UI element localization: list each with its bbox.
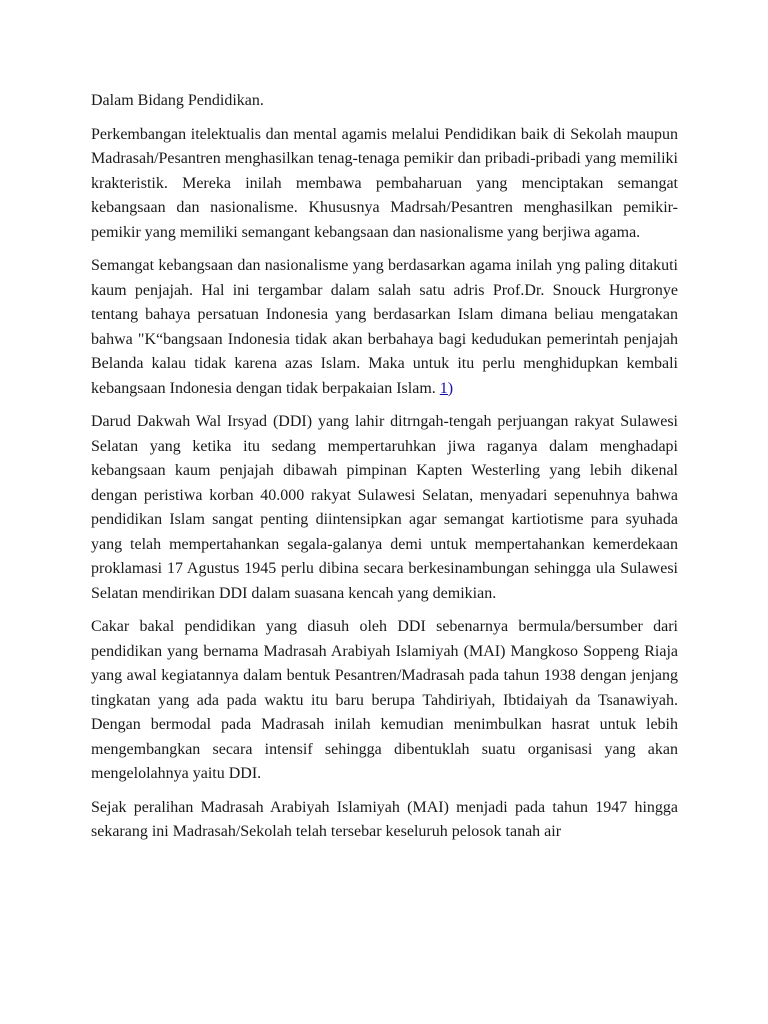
- paragraph-2: [91, 254, 678, 401]
- section-heading: Dalam Bidang Pendidikan.: [91, 92, 264, 109]
- document-page: [91, 89, 678, 854]
- footnote-link[interactable]: 1): [439, 379, 454, 397]
- paragraph-3: Darud Dakwah Wal Irsyad (DDI) yang lahir ditrngah-tengah perjuangan rakyat Sulawesi Selatan yang ketika itu sedang mempertaruhkan jiwa raganya dalam menghadapi kebangsaan kaum penjajah dibawah pimpinan Kapten Westerling yang lebih dikenal dengan peristiwa korban 40.000 rakyat Sulawesi Selatan, menyadari sepenuhnya bahwa pendidikan Islam sangat penting diintensipkan agar semangat kartiotisme para syuhada yang telah mempertahankan segala-galanya demi untuk mempertahankan kemerdekaan proklamasi 17 Agustus 1945 perlu dibina secara berkesinambungan sehingga ula Sulawesi Selatan mendirikan DDI dalam suasana kencah yang demikian.: [91, 413, 678, 602]
- paragraph-5: Sejak peralihan Madrasah Arabiyah Islamiyah (MAI) menjadi pada tahun 1947 hingga sekarang ini Madrasah/Sekolah telah tersebar keseluruh pelosok tanah air: [91, 798, 678, 840]
- paragraph-1: Perkembangan itelektualis dan mental agamis melalui Pendidikan baik di Sekolah maupun Madrasah/Pesantren menghasilkan tenag-tenaga pemikir dan pribadi-pribadi yang memiliki krakteristik. Mereka inilah membawa pembaharuan yang menciptakan semangat kebangsaan dan nasionalisme. Khususnya Madrsah/Pesantren menghasilkan pemikir-pemikir yang memiliki semangant kebangsaan dan nasionalisme yang berjiwa agama.: [91, 125, 678, 241]
- paragraph-4: Cakar bakal pendidikan yang diasuh oleh DDI sebenarnya bermula/bersumber dari pendidikan yang bernama Madrasah Arabiyah Islamiyah (MAI) Mangkoso Soppeng Riaja yang awal kegiatannya dalam bentuk Pesantren/Madrasah pada tahun 1938 dengan jenjang tingkatan yang ada pada waktu itu baru berupa Tahdiriyah, Ibtidaiyah da Tsanawiyah. Dengan bermodal pada Madrasah inilah kemudian menimbulkan hasrat untuk lebih mengembangkan secara intensif sehingga dibentuklah suatu organisasi yang akan mengelolahnya yaitu DDI.: [91, 618, 678, 782]
- paragraph-2-text: Semangat kebangsaan dan nasionalisme yang berdasarkan agama inilah yng paling ditakuti kaum penjajah. Hal ini tergambar dalam salah satu adris Prof.Dr. Snouck Hurgronye tentang bahaya persatuan Indonesia yang berdasarkan Islam dimana beliau mengatakan bahwa "K“bangsaan Indonesia tidak akan berbahaya bagi kedudukan pemerintah penjajah Belanda kalau tidak karena azas Islam. Maka untuk itu perlu menghidupkan kembali kebangsaan Indonesia dengan tidak berpakaian Islam.: [91, 257, 678, 397]
